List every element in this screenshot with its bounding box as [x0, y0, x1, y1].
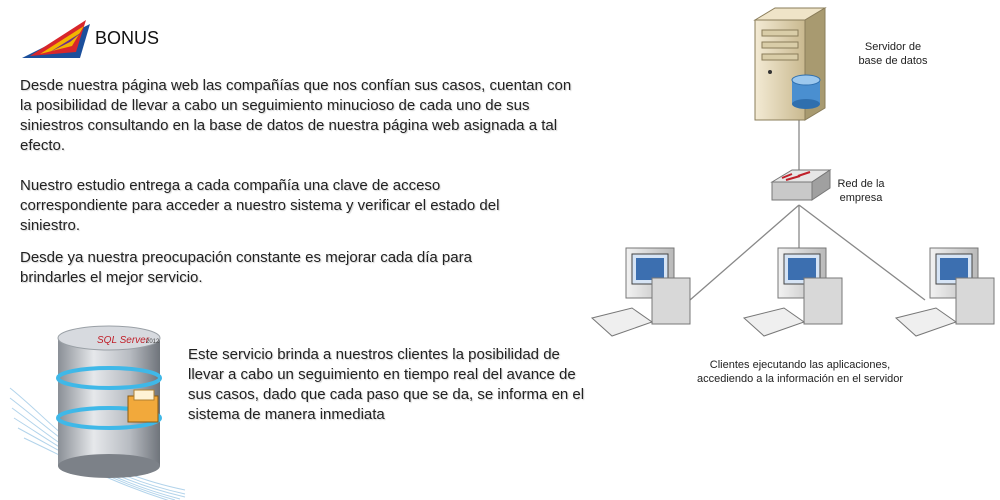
network-label: Red de la empresa	[837, 178, 885, 204]
access-paragraph: Nuestro estudio entrega a cada compañía una clave de acceso correspondiente para acceder a nuestro sistema y verificar el estado del siniestro.	[20, 177, 500, 234]
server-label: Servidor de base de datos	[858, 41, 928, 67]
sql-server-database-icon	[0, 318, 190, 498]
intro-paragraph: Desde nuestra página web las compañías que nos confían sus casos, cuentan con la posibilidad de llevar a cabo un seguimiento minucioso de cada uno de sus siniestros consultando en la base de datos de nuestra página web asignada a tal efecto.	[20, 77, 572, 154]
client-computer-icon	[896, 248, 994, 336]
network-switch-icon	[772, 170, 830, 200]
service-paragraph: Desde ya nuestra preocupación constante es mejorar cada día para brindarles el mejor servicio.	[20, 249, 472, 286]
page-title: BONUS	[95, 28, 160, 48]
client-computer-icon	[592, 248, 690, 336]
sql-version-text: 2012	[146, 339, 160, 345]
clients-label: Clientes ejecutando las aplicaciones, accediendo a la información en el servidor	[696, 359, 904, 385]
company-logo-icon	[20, 12, 100, 62]
database-server-icon	[755, 8, 825, 120]
realtime-paragraph: Este servicio brinda a nuestros clientes la posibilidad de llevar a cabo un seguimiento en tiempo real del avance de sus casos, dado que cada paso que se da, se informa en el sistema de manera inmediata	[188, 346, 585, 423]
client-computer-icon	[744, 248, 842, 336]
sql-brand-text: SQL Server	[97, 335, 150, 346]
